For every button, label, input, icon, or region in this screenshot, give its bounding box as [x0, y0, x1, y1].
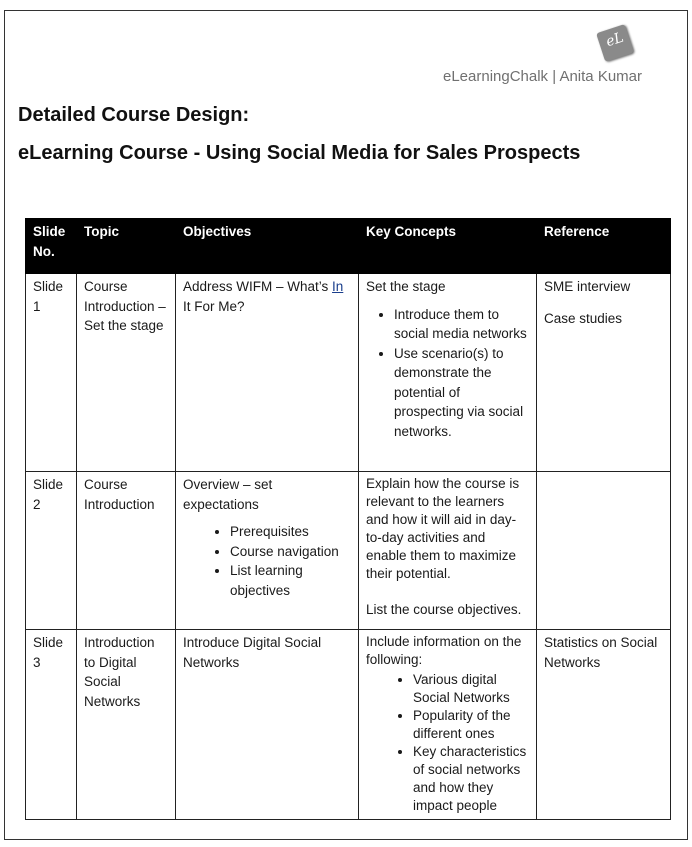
list-item: • List learning objectives: [230, 561, 351, 600]
topic-cell: Course Introduction: [77, 472, 176, 630]
list-item: • Key characteristics of social networks and how they impact people: [413, 743, 529, 815]
list-item: • Course navigation: [230, 542, 351, 562]
table-row: [26, 630, 671, 820]
list-item: • Various digital Social Networks: [413, 671, 529, 707]
list-item: • Introduce them to social media networks: [394, 305, 529, 344]
key-concepts-cell: Include information on the following: • Various digital Social Networks • Popularity of the different ones • Key characteristics of social networks and how they impact people: [359, 630, 537, 820]
header-key-concepts: Key Concepts: [359, 219, 537, 274]
list-item: • Use scenario(s) to demonstrate the potential of prospecting via social networks.: [394, 344, 529, 442]
header-slide-no: Slide No.: [26, 219, 77, 274]
topic-cell: Course Introduction – Set the stage: [77, 274, 176, 472]
slide-cell: Slide 1: [26, 274, 77, 472]
course-design-table: [25, 218, 671, 820]
key-concepts-cell: Explain how the course is relevant to the learners and how it will aid in day-to-day activities and enable them to maximize their potential. List the course objectives.: [359, 472, 537, 630]
slide-cell: Slide 2: [26, 472, 77, 630]
header-topic: Topic: [77, 219, 176, 274]
topic-cell: Introduction to Digital Social Networks: [77, 630, 176, 820]
reference-cell: Statistics on Social Networks: [537, 630, 671, 820]
reference-cell: SME interview Case studies: [537, 274, 671, 472]
brand-text: eLearningChalk | Anita Kumar: [442, 68, 642, 85]
list-item: • Prerequisites: [230, 522, 351, 542]
objective-cell: Overview – set expectations • Prerequisites • Course navigation • List learning objectives: [176, 472, 359, 630]
reference-cell: [537, 472, 671, 630]
list-item: • Popularity of the different ones: [413, 707, 529, 743]
spelling-link[interactable]: In: [332, 279, 344, 294]
objective-cell: Address WIFM – What’s In It For Me?: [176, 274, 359, 472]
slide-cell: Slide 3: [26, 630, 77, 820]
key-concepts-cell: Set the stage • Introduce them to social media networks • Use scenario(s) to demonstrate the potential of prospecting via social networks.: [359, 274, 537, 472]
header-reference: Reference: [537, 219, 671, 274]
document-title: Detailed Course Design:: [18, 104, 250, 126]
objective-cell: Introduce Digital Social Networks: [176, 630, 359, 820]
table-header-row: [26, 219, 671, 274]
elearningchalk-logo-icon: eL: [596, 24, 634, 62]
course-title: eLearning Course - Using Social Media for Sales Prospects: [18, 142, 581, 164]
header-objectives: Objectives: [176, 219, 359, 274]
table-row: [26, 274, 671, 472]
table-row: [26, 472, 671, 630]
